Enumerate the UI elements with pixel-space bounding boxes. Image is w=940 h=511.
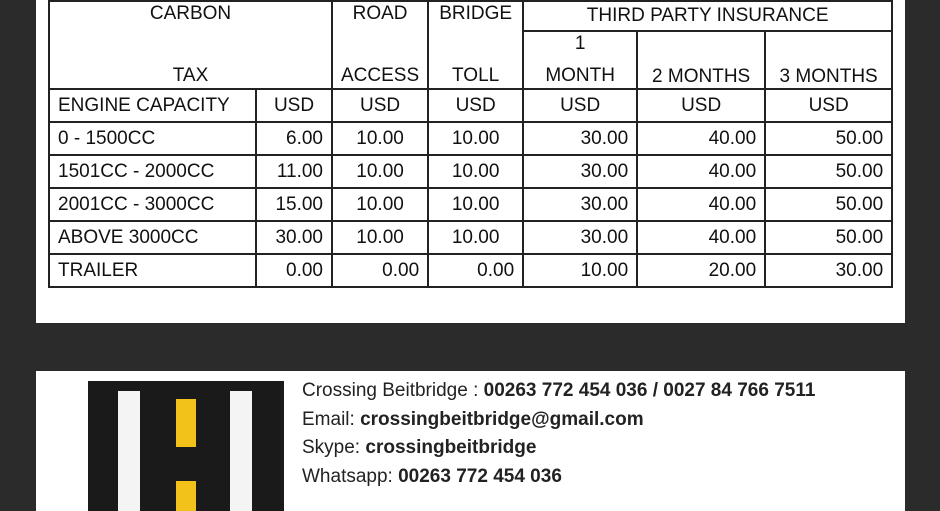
unit-cell: USD xyxy=(765,89,892,122)
insurance-1-month-cell: 30.00 xyxy=(523,188,637,221)
whatsapp-value[interactable]: 00263 772 454 036 xyxy=(398,465,562,487)
skype-value[interactable]: crossingbeitbridge xyxy=(365,437,537,458)
engine-capacity-cell: 2001CC - 3000CC xyxy=(49,188,256,221)
engine-capacity-header: ENGINE CAPACITY xyxy=(49,89,256,122)
road-access-cell: 10.00 xyxy=(332,155,428,188)
third-party-insurance-header: THIRD PARTY INSURANCE xyxy=(523,1,892,31)
road-access-cell: 10.00 xyxy=(332,221,428,254)
unit-cell: USD xyxy=(332,89,428,122)
unit-cell: USD xyxy=(637,89,765,122)
carbon-tax-cell: 6.00 xyxy=(256,122,332,155)
insurance-1-month-cell: 30.00 xyxy=(523,221,637,254)
center-dash xyxy=(176,481,196,511)
bridge-toll-cell: 10.00 xyxy=(428,188,523,221)
carbon-tax-header: CARBON TAX xyxy=(49,1,332,89)
carbon-tax-cell: 0.00 xyxy=(256,254,332,287)
email-value[interactable]: crossingbeitbridge@gmail.com xyxy=(360,408,644,430)
engine-capacity-cell: ABOVE 3000CC xyxy=(49,221,256,254)
table-row xyxy=(49,254,892,287)
unit-cell: USD xyxy=(256,89,332,122)
insurance-2-months-cell: 40.00 xyxy=(637,188,765,221)
table-row xyxy=(49,122,892,155)
bridge-toll-cell: 0.00 xyxy=(428,254,523,287)
carbon-tax-cell: 11.00 xyxy=(256,155,332,188)
insurance-2-months-cell: 40.00 xyxy=(637,155,765,188)
insurance-3-months-cell: 50.00 xyxy=(765,221,892,254)
contact-panel xyxy=(36,371,905,511)
phone-line xyxy=(302,377,815,406)
carbon-tax-cell: 15.00 xyxy=(256,188,332,221)
table-row xyxy=(49,188,892,221)
phone-value[interactable]: 00263 772 454 036 / 0027 84 766 7511 xyxy=(483,380,816,401)
fee-table xyxy=(48,0,893,288)
center-dash xyxy=(176,399,196,447)
road-access-header: ROAD ACCESS xyxy=(332,1,428,89)
insurance-3-months-cell: 50.00 xyxy=(765,122,892,155)
road-access-cell: 10.00 xyxy=(332,188,428,221)
insurance-3-months-cell: 50.00 xyxy=(765,155,892,188)
road-access-cell: 0.00 xyxy=(332,254,428,287)
insurance-2-months-cell: 40.00 xyxy=(637,221,765,254)
skype-line xyxy=(302,434,815,463)
email-line xyxy=(302,406,815,435)
road-access-cell: 10.00 xyxy=(332,122,428,155)
insurance-1-month-cell: 30.00 xyxy=(523,122,637,155)
insurance-3-months-cell: 30.00 xyxy=(765,254,892,287)
two-months-header: 2 MONTHS xyxy=(637,31,765,89)
engine-capacity-cell: 1501CC - 2000CC xyxy=(49,155,256,188)
lane-line-right xyxy=(230,391,252,511)
phone-label: Crossing Beitbridge : xyxy=(302,380,484,401)
bridge-toll-cell: 10.00 xyxy=(428,221,523,254)
insurance-1-month-cell: 10.00 xyxy=(523,254,637,287)
whatsapp-line xyxy=(302,463,815,492)
carbon-tax-cell: 30.00 xyxy=(256,221,332,254)
email-label: Email: xyxy=(302,408,361,430)
contact-details xyxy=(302,377,815,491)
whatsapp-label: Whatsapp: xyxy=(302,465,399,487)
unit-cell: USD xyxy=(428,89,523,122)
insurance-2-months-cell: 40.00 xyxy=(637,122,765,155)
table-row xyxy=(49,221,892,254)
lane-line-left xyxy=(118,391,140,511)
insurance-1-month-cell: 30.00 xyxy=(523,155,637,188)
insurance-3-months-cell: 50.00 xyxy=(765,188,892,221)
unit-row xyxy=(49,89,892,122)
one-month-header: 1 MONTH xyxy=(523,31,637,89)
three-months-header: 3 MONTHS xyxy=(765,31,892,89)
fee-table-panel xyxy=(36,0,905,323)
unit-cell: USD xyxy=(523,89,637,122)
table-row xyxy=(49,155,892,188)
header-row-1 xyxy=(49,1,892,31)
bridge-toll-cell: 10.00 xyxy=(428,122,523,155)
bridge-toll-cell: 10.00 xyxy=(428,155,523,188)
road-logo xyxy=(88,381,284,511)
engine-capacity-cell: 0 - 1500CC xyxy=(49,122,256,155)
engine-capacity-cell: TRAILER xyxy=(49,254,256,287)
insurance-2-months-cell: 20.00 xyxy=(637,254,765,287)
skype-label: Skype: xyxy=(302,437,366,458)
bridge-toll-header: BRIDGE TOLL xyxy=(428,1,523,89)
